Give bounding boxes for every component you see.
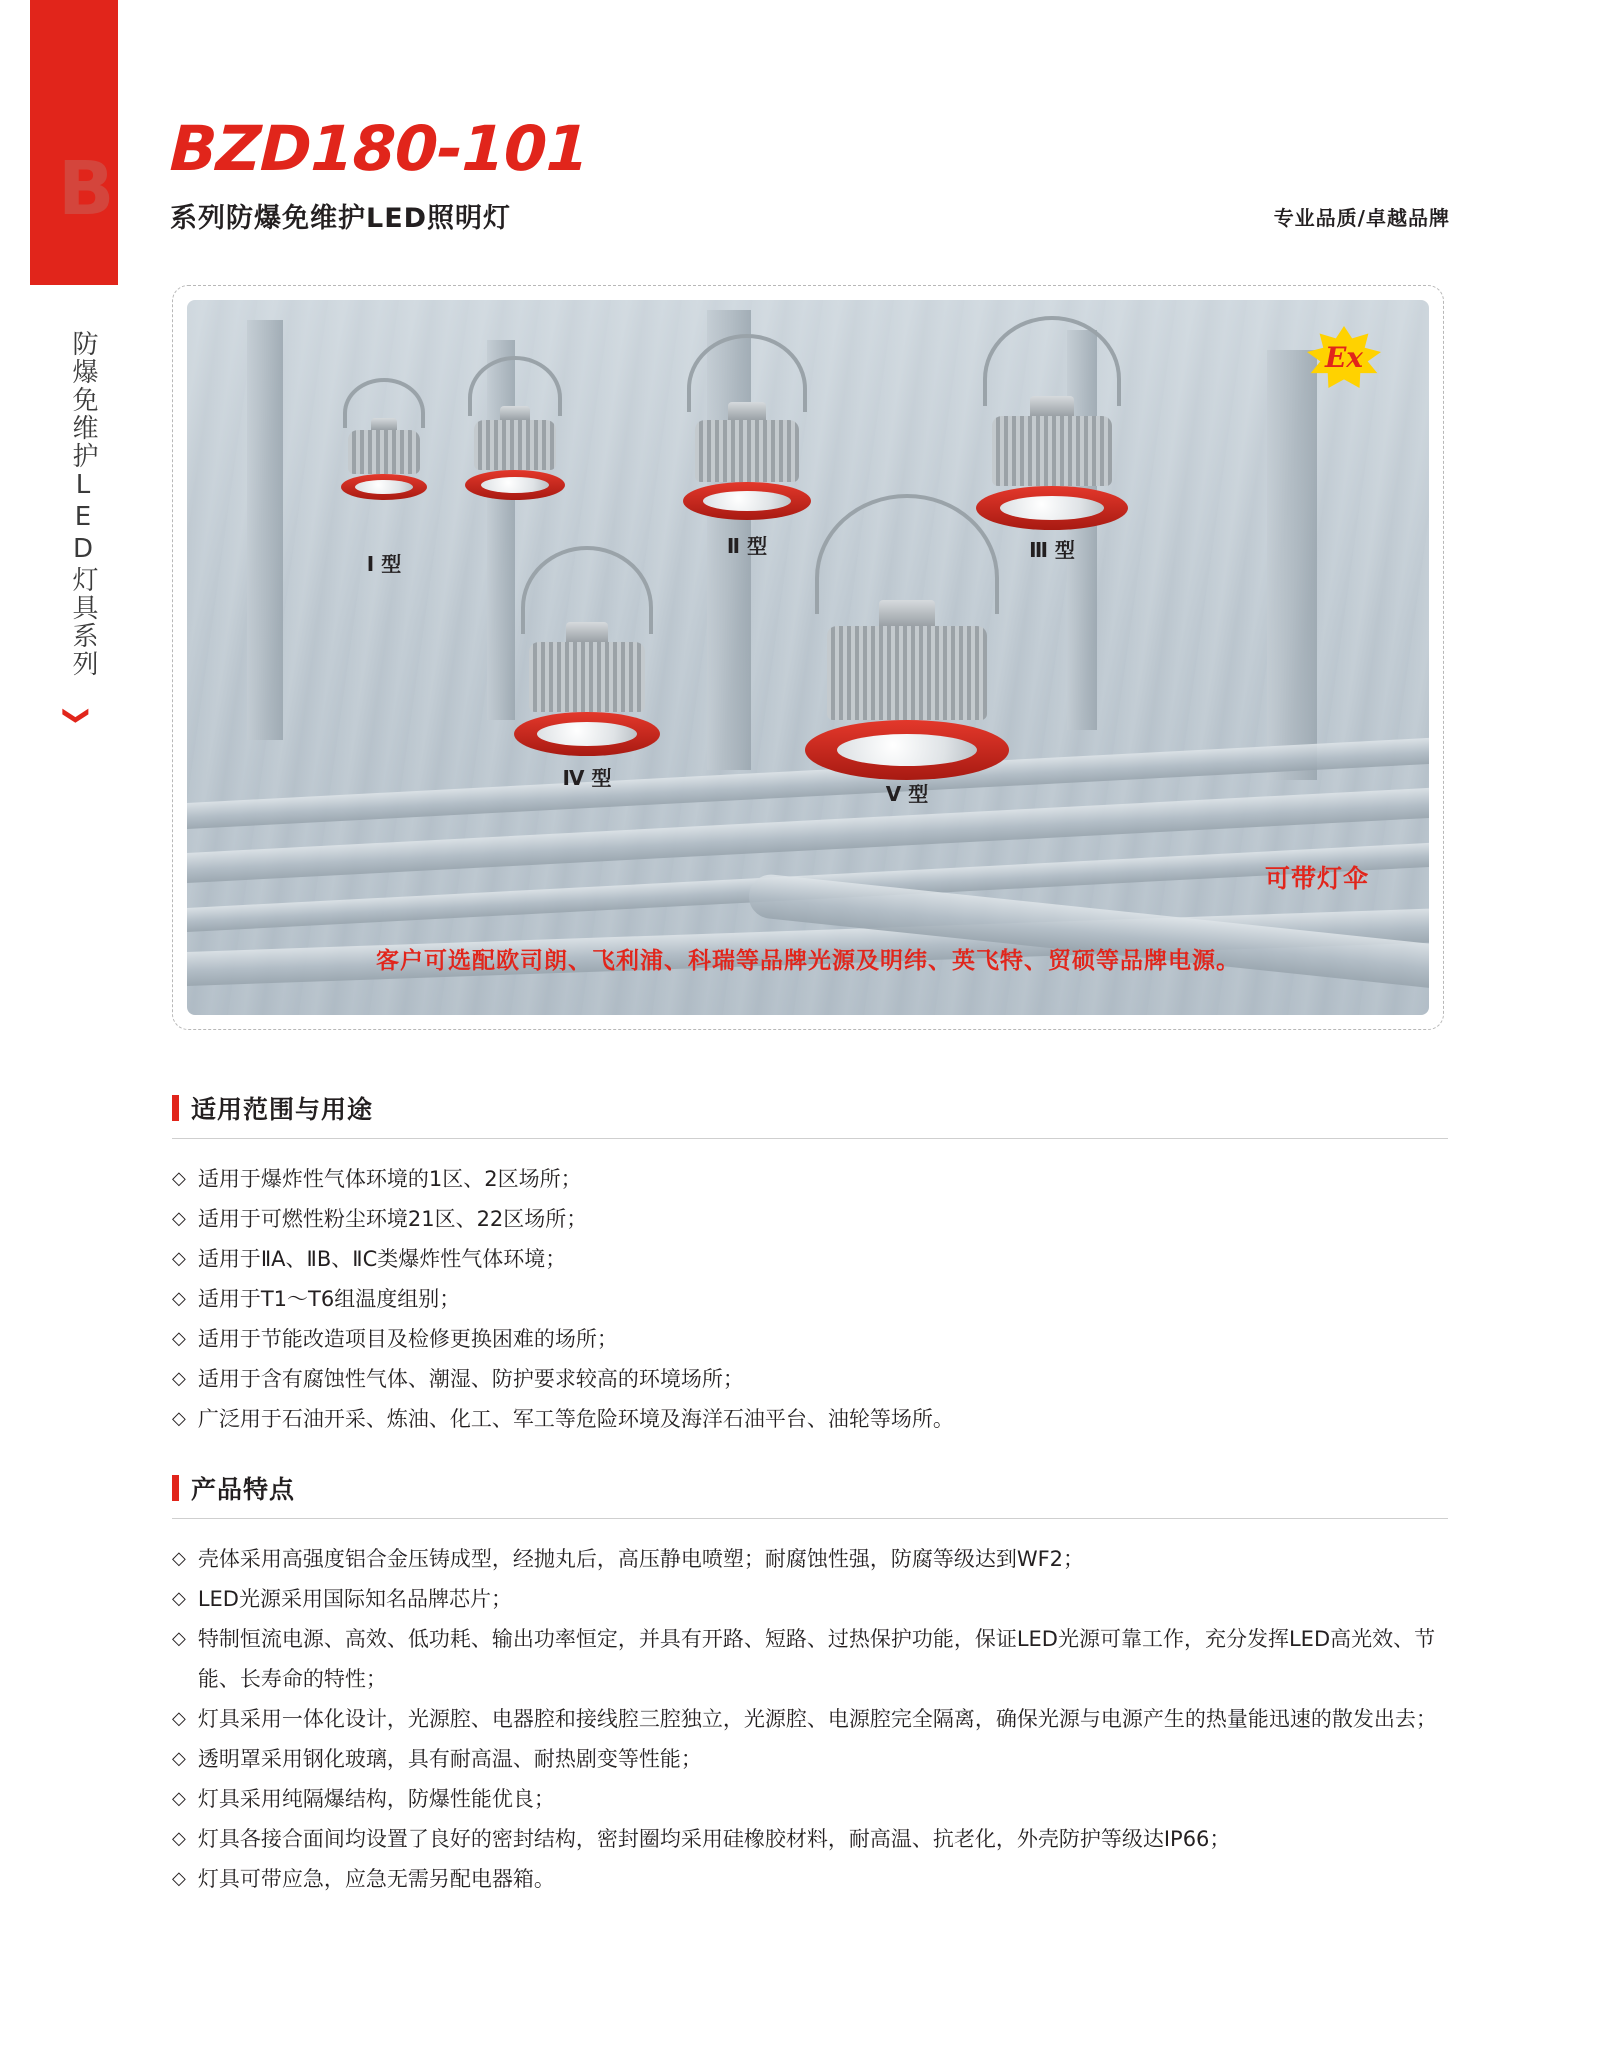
diamond-bullet-icon: ◇	[172, 1328, 186, 1349]
diamond-bullet-icon: ◇	[172, 1248, 186, 1269]
lamp-label: Ⅲ 型	[1029, 538, 1075, 562]
features-list	[172, 1539, 1448, 1899]
scope-list	[172, 1159, 1448, 1439]
background-tower	[1267, 350, 1317, 780]
chevron-right-icon: ❯	[62, 704, 93, 727]
list-item-text: LED光源采用国际知名品牌芯片；	[197, 1587, 512, 1611]
diamond-bullet-icon: ◇	[172, 1708, 186, 1729]
list-item-text: 适用于ⅡA、ⅡB、ⅡC类爆炸性气体环境；	[197, 1247, 567, 1271]
photo-caption: 客户可选配欧司朗、飞利浦、科瑞等品牌光源及明纬、英飞特、贸硕等品牌电源。	[376, 948, 1240, 974]
section-scope	[172, 1090, 1448, 1439]
diamond-bullet-icon: ◇	[172, 1828, 186, 1849]
product-model-title: BZD180-101	[168, 112, 590, 185]
list-item-text: 适用于T1～T6组温度组别；	[197, 1287, 461, 1311]
sidebar-ghost-letter: B	[58, 146, 113, 232]
diamond-bullet-icon: ◇	[172, 1288, 186, 1309]
section-accent-bar	[172, 1095, 179, 1121]
list-item	[172, 1199, 1448, 1239]
ex-badge-text: Ex	[1324, 340, 1364, 374]
ex-certification-icon	[1307, 326, 1381, 388]
list-item	[172, 1539, 1448, 1579]
diamond-bullet-icon: ◇	[172, 1208, 186, 1229]
section-title: 适用范围与用途	[191, 1095, 374, 1124]
list-item-text: 灯具采用纯隔爆结构，防爆性能优良；	[197, 1787, 555, 1811]
umbrella-note: 可带灯伞	[1264, 864, 1369, 893]
lamp-figure-2	[657, 340, 837, 558]
list-item-text: 适用于含有腐蚀性气体、潮湿、防护要求较高的环境场所；	[197, 1367, 744, 1391]
list-item	[172, 1859, 1448, 1899]
background-tower	[247, 320, 283, 740]
list-item-text: 适用于爆炸性气体环境的1区、2区场所；	[197, 1167, 582, 1191]
list-item	[172, 1699, 1448, 1739]
list-item-text: 灯具采用一体化设计，光源腔、电器腔和接线腔三腔独立，光源腔、电源腔完全隔离，确保光源与电源产生的热量能迅速的散发出去；	[197, 1707, 1437, 1731]
list-item	[172, 1579, 1448, 1619]
brand-slogan: 专业品质/卓越品牌	[1273, 206, 1450, 230]
lamp-figure-4	[487, 550, 687, 790]
sidebar	[0, 0, 150, 2045]
lamp-label: Ⅱ 型	[726, 534, 768, 558]
list-item	[172, 1239, 1448, 1279]
diamond-bullet-icon: ◇	[172, 1868, 186, 1889]
diamond-bullet-icon: ◇	[172, 1628, 186, 1649]
list-item-text: 适用于节能改造项目及检修更换困难的场所；	[197, 1327, 618, 1351]
diamond-bullet-icon: ◇	[172, 1588, 186, 1609]
list-item	[172, 1739, 1448, 1779]
section-title: 产品特点	[191, 1475, 296, 1504]
lamp-figure-1	[319, 380, 449, 576]
list-item-text: 壳体采用高强度铝合金压铸成型，经抛丸后，高压静电喷塑；耐腐蚀性强，防腐等级达到WF2；	[197, 1547, 1085, 1571]
list-item	[172, 1359, 1448, 1399]
section-accent-bar	[172, 1475, 179, 1501]
diamond-bullet-icon: ◇	[172, 1168, 186, 1189]
list-item-text: 广泛用于石油开采、炼油、化工、军工等危险环境及海洋石油平台、油轮等场所。	[197, 1407, 954, 1431]
diamond-bullet-icon: ◇	[172, 1548, 186, 1569]
list-item	[172, 1779, 1448, 1819]
header-subtitle-row	[170, 196, 1450, 235]
list-item-text: 灯具可带应急，应急无需另配电器箱。	[197, 1867, 555, 1891]
sidebar-grey-band	[30, 0, 118, 2045]
section-header	[172, 1470, 1448, 1519]
product-subtitle: 系列防爆免维护LED照明灯	[170, 203, 512, 234]
lamp-figure-3	[947, 322, 1157, 562]
list-item	[172, 1819, 1448, 1859]
list-item-text: 适用于可燃性粉尘环境21区、22区场所；	[197, 1207, 588, 1231]
lamp-figure-1b	[445, 360, 585, 500]
list-item-text: 透明罩采用钢化玻璃，具有耐高温、耐热剧变等性能；	[197, 1747, 702, 1771]
product-photo	[187, 300, 1429, 1015]
list-item-text: 灯具各接合面间均设置了良好的密封结构，密封圈均采用硅橡胶材料，耐高温、抗老化，外壳防护等级达IP66；	[197, 1827, 1231, 1851]
lamp-label: Ⅴ 型	[885, 782, 929, 806]
sidebar-series-label: 防爆免维护LED灯具系列	[68, 330, 98, 678]
lamp-label: Ⅰ 型	[366, 552, 402, 576]
diamond-bullet-icon: ◇	[172, 1408, 186, 1429]
list-item	[172, 1319, 1448, 1359]
list-item	[172, 1159, 1448, 1199]
lamp-figure-5	[767, 500, 1047, 806]
list-item	[172, 1619, 1448, 1699]
list-item	[172, 1279, 1448, 1319]
diamond-bullet-icon: ◇	[172, 1368, 186, 1389]
section-features	[172, 1470, 1448, 1899]
lamp-label: Ⅳ 型	[562, 766, 612, 790]
diamond-bullet-icon: ◇	[172, 1788, 186, 1809]
sidebar-red-notch	[0, 0, 30, 285]
product-photo-frame	[172, 285, 1444, 1030]
list-item-text: 特制恒流电源、高效、低功耗、输出功率恒定，并具有开路、短路、过热保护功能，保证LED光源可靠工作，充分发挥LED高光效、节能、长寿命的特性；	[197, 1627, 1436, 1691]
page-header	[168, 112, 1450, 235]
list-item	[172, 1399, 1448, 1439]
sidebar-red-block	[0, 0, 118, 285]
section-header	[172, 1090, 1448, 1139]
diamond-bullet-icon: ◇	[172, 1748, 186, 1769]
